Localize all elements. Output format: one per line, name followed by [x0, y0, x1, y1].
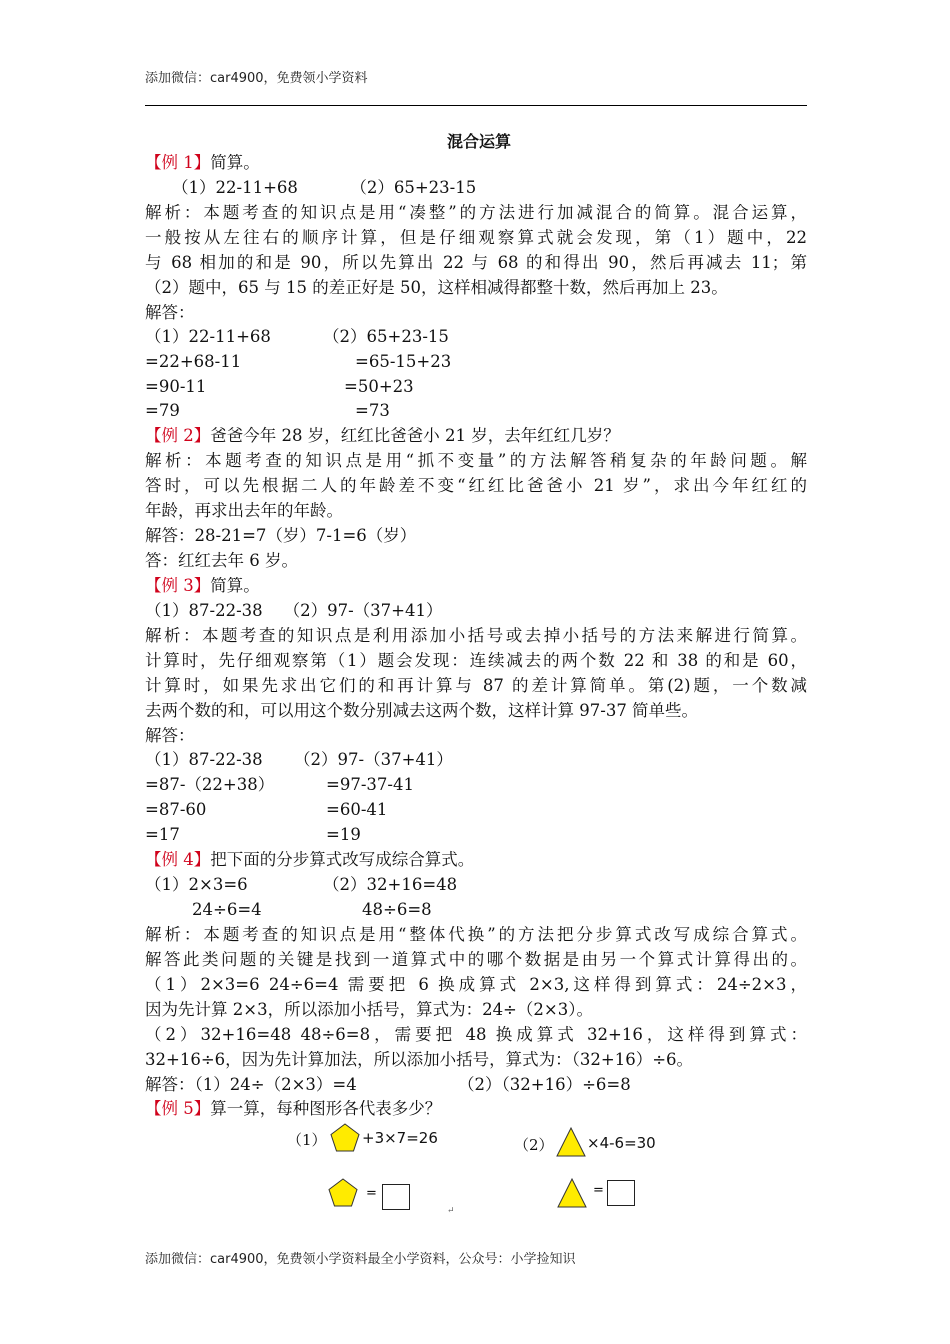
ex2-answer: 解答：28-21=7（岁）7-1=6（岁）	[145, 526, 417, 545]
ex5-equals: =	[366, 1186, 377, 1201]
ex5-p1-label: （1）	[287, 1131, 327, 1149]
ex1-a1-line: （1）22-11+68	[145, 327, 271, 346]
ex1-prompt: 简算。	[210, 153, 260, 172]
ex2-heading	[145, 424, 620, 448]
ex3-a1-line: （1）87-22-38	[145, 750, 263, 769]
ex1-question: （1）22-11+68 （2）65+23-15	[172, 178, 477, 197]
ex5-p1-expr: +3×7=26	[362, 1129, 438, 1147]
ex4-tag: 【例 4】	[145, 850, 211, 869]
ex4-analysis-5: （2）32+16=48 48÷6=8，需要把 48 换成算式 32+16，这样得到算式：	[145, 1025, 807, 1044]
triangle-icon	[556, 1127, 586, 1157]
ex2-tag: 【例 2】	[145, 426, 211, 445]
ex4-analysis-6: 32+16÷6，因为先计算加法，所以添加小括号，算式为：（32+16）÷6。	[145, 1050, 694, 1069]
ex1-analysis-3: 与 68 相加的和是 90，所以先算出 22 与 68 的和得出 90，然后再减去 11；第	[145, 253, 807, 272]
ex4-q1-line2: 24÷6=4	[192, 900, 262, 919]
footer-text: 添加微信：car4900，免费领小学资料最全小学资料，公众号：小学捡知识	[145, 1252, 576, 1267]
ex3-analysis-3: 计算时，如果先求出它们的和再计算与 87 的差计算简单。第(2)题，一个数减	[145, 676, 807, 695]
ex3-analysis-1: 解析：本题考查的知识点是利用添加小括号或去掉小括号的方法来解进行简算。	[145, 626, 807, 645]
ex3-a1-line: =87-60	[145, 800, 207, 819]
ex2-analysis-2: 答时，可以先根据二人的年龄差不变“红红比爸爸小 21 岁”，求出今年红红的	[145, 476, 807, 495]
page-title: 混合运算	[447, 132, 512, 151]
ex1-a2-line: =65-15+23	[355, 352, 452, 371]
ex2-analysis-1: 解析：本题考查的知识点是用“抓不变量”的方法解答稍复杂的年龄问题。解	[145, 451, 807, 470]
ex3-heading	[145, 574, 260, 598]
triangle-icon	[557, 1178, 587, 1208]
pentagon-icon	[328, 1178, 358, 1208]
ex1-analysis-1: 解析：本题考查的知识点是用“凑整”的方法进行加减混合的简算。混合运算，	[145, 203, 807, 222]
ex5-heading	[145, 1097, 441, 1121]
header-text: 添加微信：car4900，免费领小学资料	[145, 71, 368, 86]
ex5-equals: =	[593, 1183, 604, 1198]
ex3-a1-line: =87-（22+38）	[145, 775, 275, 794]
paragraph-mark-icon: ↵	[447, 1206, 455, 1216]
ex1-a1-line: =22+68-11	[145, 352, 242, 371]
ex4-analysis-2: 解答此类问题的关键是找到一道算式中的哪个数据是由另一个算式计算得出的。	[145, 950, 807, 969]
ex3-analysis-4: 去两个数的和，可以用这个数分别减去这两个数，这样计算 97-37 简单些。	[145, 701, 699, 720]
ex2-analysis-3: 年龄，再求出去年的年龄。	[145, 501, 343, 520]
ex5-p2-label: （2）	[514, 1136, 554, 1154]
ex1-a1-line: =90-11	[145, 377, 207, 396]
ex5-prompt: 算一算，每种图形各代表多少？	[210, 1099, 442, 1118]
answer-box[interactable]	[607, 1180, 635, 1206]
ex4-q1-line1: （1）2×3=6	[145, 875, 248, 894]
ex1-answer-label: 解答：	[145, 303, 195, 322]
ex3-answer-label: 解答：	[145, 726, 195, 745]
ex5-p2-expr: ×4-6=30	[587, 1134, 656, 1152]
ex2-reply: 答：红红去年 6 岁。	[145, 551, 298, 570]
ex4-analysis-4: 因为先计算 2×3，所以添加小括号，算式为：24÷（2×3）。	[145, 1000, 593, 1019]
ex3-a2-line: （2）97-（37+41）	[294, 750, 453, 769]
ex3-a2-line: =60-41	[326, 800, 388, 819]
ex4-prompt: 把下面的分步算式改写成综合算式。	[210, 850, 475, 869]
ex3-analysis-2: 计算时，先仔细观察第（1）题会发现：连续减去的两个数 22 和 38 的和是 60，	[145, 651, 807, 670]
ex4-q2-line2: 48÷6=8	[362, 900, 432, 919]
ex1-a2-line: =50+23	[344, 377, 414, 396]
ex5-tag: 【例 5】	[145, 1099, 211, 1118]
ex1-a2-line: （2）65+23-15	[323, 327, 449, 346]
ex3-tag: 【例 3】	[145, 576, 211, 595]
ex4-analysis-3: （1）2×3=6 24÷6=4 需要把 6 换成算式 2×3,这样得到算式：24÷2×3，	[145, 975, 807, 994]
pentagon-icon	[330, 1123, 360, 1153]
ex4-answer-1: 解答：（1）24÷（2×3）=4	[145, 1075, 357, 1094]
ex4-heading	[145, 848, 474, 872]
ex1-heading	[145, 151, 260, 175]
ex3-a2-line: =97-37-41	[326, 775, 414, 794]
header-rule	[145, 105, 807, 106]
ex1-a1-line: =79	[145, 401, 180, 420]
ex3-a2-line: =19	[326, 825, 361, 844]
answer-box[interactable]	[382, 1184, 410, 1210]
ex4-analysis-1: 解析：本题考查的知识点是用“整体代换”的方法把分步算式改写成综合算式。	[145, 925, 807, 944]
ex1-analysis-2: 一般按从左往右的顺序计算，但是仔细观察算式就会发现，第（1）题中，22	[145, 228, 807, 247]
ex3-prompt: 简算。	[210, 576, 260, 595]
ex2-prompt: 爸爸今年 28 岁，红红比爸爸小 21 岁，去年红红几岁？	[210, 426, 620, 445]
ex3-a1-line: =17	[145, 825, 180, 844]
ex1-tag: 【例 1】	[145, 153, 211, 172]
ex4-q2-line1: （2）32+16=48	[323, 875, 458, 894]
ex1-a2-line: =73	[355, 401, 390, 420]
ex4-answer-2: （2）（32+16）÷6=8	[458, 1075, 631, 1094]
ex3-question: （1）87-22-38 （2）97-（37+41）	[145, 601, 443, 620]
ex1-analysis-4: （2）题中，65 与 15 的差正好是 50，这样相减得都整十数，然后再加上 23。	[145, 278, 728, 297]
